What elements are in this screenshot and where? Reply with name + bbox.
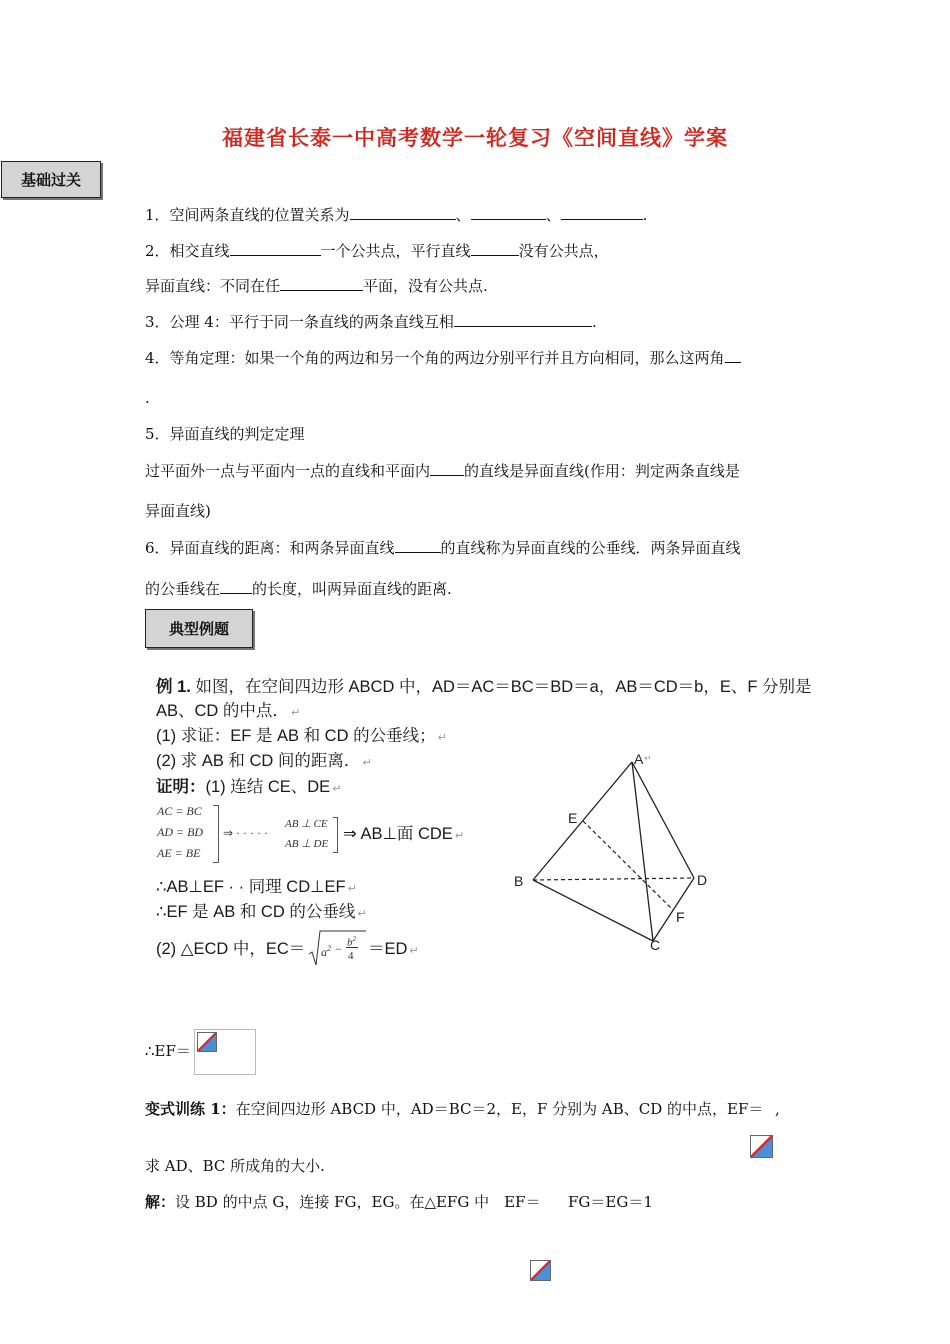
label-d: D bbox=[697, 872, 708, 888]
question-5-title: 5．异面直线的判定定理 bbox=[145, 425, 305, 443]
example-line-2: AB、CD 的中点． ↵ bbox=[156, 702, 301, 720]
label-a: A bbox=[634, 751, 644, 767]
blank bbox=[725, 347, 741, 363]
question-5: 过平面外一点与平面内一点的直线和平面内 的直线是异面直线(作用：判定两条直线是 bbox=[145, 462, 740, 480]
question-6-cont: 的公垂线在 的长度，叫两异面直线的距离. bbox=[145, 580, 452, 598]
eq-mid-1: AB ⊥ CE bbox=[285, 818, 328, 830]
blank bbox=[454, 311, 592, 327]
label-c: C bbox=[650, 937, 661, 953]
brace bbox=[333, 817, 338, 853]
label-b: B bbox=[514, 873, 524, 889]
variant-line-2: 求 AD、BC 所成角的大小. bbox=[145, 1157, 325, 1175]
question-3: 3．公理 4：平行于同一条直线的两条直线互相 . bbox=[145, 313, 597, 331]
question-1: 1．空间两条直线的位置关系为 、 、 . bbox=[145, 206, 648, 224]
blank bbox=[430, 460, 464, 476]
blank bbox=[471, 240, 519, 256]
section-basics: 基础过关 bbox=[1, 161, 101, 198]
eq-left-3: AE = BE bbox=[157, 846, 201, 860]
solution-end: FG＝EG＝1 bbox=[553, 1193, 653, 1211]
blank bbox=[280, 275, 363, 291]
blank bbox=[395, 537, 441, 553]
brace bbox=[213, 805, 219, 863]
implies-dots: ⇒ · · · · · bbox=[223, 826, 269, 840]
example-line-4: (2) 求 AB 和 CD 间的距离． ↵ bbox=[156, 752, 372, 770]
blank bbox=[350, 204, 456, 220]
sqrt-num: $b^2$ bbox=[347, 935, 356, 949]
edge-cd bbox=[653, 878, 694, 941]
label-f: F bbox=[676, 909, 685, 925]
edge-ad bbox=[632, 762, 694, 878]
blank bbox=[561, 204, 643, 220]
solution-line: 解：设 BD 的中点 G，连接 FG，EG。在△EFG 中 EF＝ bbox=[145, 1193, 541, 1211]
segment-ef bbox=[583, 821, 673, 910]
blank bbox=[230, 240, 321, 256]
edge-ab bbox=[533, 762, 632, 880]
blank bbox=[220, 578, 252, 594]
example-line-3: (1) 求证：EF 是 AB 和 CD 的公垂线； ↵ bbox=[156, 727, 447, 745]
sqrt-den: 4 bbox=[348, 950, 354, 962]
tetrahedron-figure bbox=[505, 748, 730, 958]
question-6: 6．异面直线的距离：和两条异面直线 的直线称为异面直线的公垂线．两条异面直线 bbox=[145, 539, 741, 557]
proof-line-ec: (2) △ECD 中，EC＝ bbox=[156, 940, 306, 958]
sqrt-a: $a^2$ bbox=[321, 944, 331, 959]
question-4-end: . bbox=[145, 389, 150, 407]
formula-image-placeholder bbox=[194, 1029, 256, 1075]
proof-line-ed: ＝ED ↵ bbox=[368, 940, 419, 958]
blank bbox=[471, 204, 546, 220]
variant-comma: , bbox=[775, 1100, 780, 1118]
proof-line-common: ∴EF 是 AB 和 CD 的公垂线 ↵ bbox=[156, 903, 367, 921]
edge-ac bbox=[632, 762, 653, 941]
page-title: 福建省长泰一中高考数学一轮复习《空间直线》学案 bbox=[222, 125, 728, 150]
eq-left-1: AC = BC bbox=[157, 804, 202, 818]
conclusion: ⇒ AB⊥面 CDE ↵ bbox=[343, 825, 465, 843]
edge-bd-hidden bbox=[533, 878, 694, 880]
image-icon bbox=[530, 1260, 551, 1281]
variant-line-1: 变式训练 1：在空间四边形 ABCD 中，AD＝BC＝2，E，F 分别为 AB、CD 的中点，EF＝ bbox=[145, 1100, 764, 1118]
sqrt-minus: − bbox=[335, 942, 342, 956]
section-examples: 典型例题 bbox=[145, 609, 253, 648]
example-line-1: 例 1. 如图，在空间四边形 ABCD 中，AD＝AC＝BC＝BD＝a，AB＝CD＝b，E、F 分别是 bbox=[156, 678, 812, 696]
ef-result: ∴EF＝ bbox=[145, 1042, 191, 1060]
sqrt-expression bbox=[308, 928, 368, 968]
proof-line-1: 证明：(1) 连结 CE、DE ↵ bbox=[156, 778, 342, 796]
image-icon bbox=[750, 1135, 773, 1158]
question-4: 4．等角定理：如果一个角的两边和另一个角的两边分别平行并且方向相同，那么这两角 bbox=[145, 347, 741, 368]
question-5-cont: 异面直线) bbox=[145, 502, 211, 520]
label-e: E bbox=[568, 810, 578, 826]
question-2-skew: 异面直线：不同在任 平面，没有公共点. bbox=[145, 277, 488, 295]
equation-system bbox=[157, 803, 477, 867]
eq-left-2: AD = BD bbox=[157, 825, 204, 839]
image-icon bbox=[197, 1032, 217, 1052]
edge-bc bbox=[533, 880, 653, 941]
proof-line-perp: ∴AB⊥EF · · 同理 CD⊥EF ↵ bbox=[156, 878, 357, 896]
return-mark: ↵ bbox=[644, 753, 652, 763]
question-2: 2．相交直线 一个公共点，平行直线 没有公共点， bbox=[145, 242, 609, 260]
eq-mid-2: AB ⊥ DE bbox=[285, 838, 329, 850]
